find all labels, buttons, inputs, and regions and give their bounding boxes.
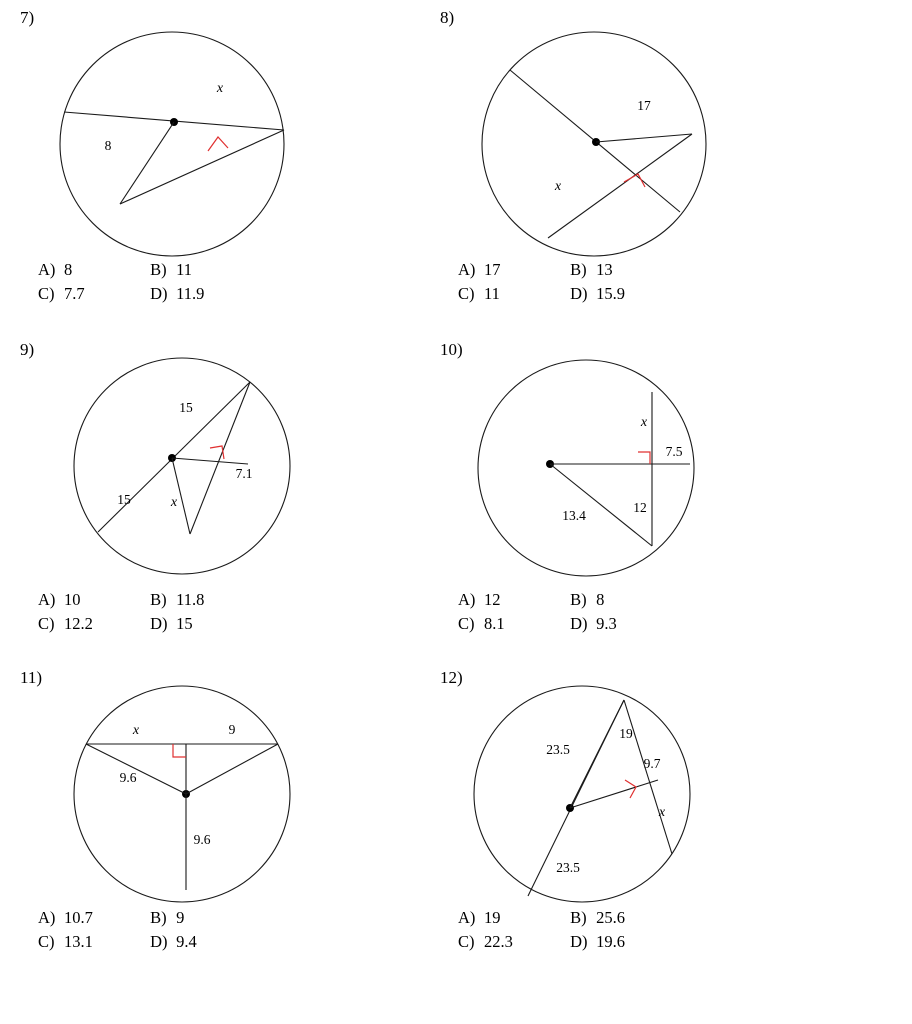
choice-label: A): [458, 260, 476, 279]
choice-b[interactable]: [150, 258, 192, 282]
choice-value: 11: [484, 283, 500, 303]
label-x: x: [170, 495, 178, 510]
choice-value: 9.4: [176, 931, 197, 951]
choice-label: A): [38, 590, 56, 609]
choice-b[interactable]: [150, 906, 184, 930]
problem-number: 7): [20, 8, 35, 27]
choice-value: 9: [176, 908, 185, 927]
choice-row: [458, 282, 625, 306]
choice-value: 13: [596, 260, 613, 279]
problem-number: 8): [440, 8, 455, 27]
label-7-5: 7.5: [665, 444, 683, 459]
right-angle-marker: [638, 452, 650, 464]
label-9-6-upper: 9.6: [119, 770, 137, 785]
choice-b[interactable]: [570, 258, 613, 282]
choice-label: D): [150, 283, 168, 303]
choice-label: D): [150, 931, 168, 951]
choice-row: [38, 906, 197, 930]
choice-value: 10.7: [64, 908, 93, 927]
choice-value: 8.1: [484, 613, 505, 633]
choice-d[interactable]: [150, 612, 193, 636]
label-15-top: 15: [179, 400, 193, 415]
label-8: 8: [104, 138, 112, 153]
choice-value: 19.6: [596, 931, 625, 951]
right-angle-marker: [208, 137, 228, 151]
choice-c[interactable]: [38, 930, 146, 954]
choice-value: 12.2: [64, 613, 93, 633]
choice-label: B): [150, 908, 167, 927]
problem-number: 9): [20, 340, 35, 359]
circle: [74, 358, 290, 574]
choice-value: 22.3: [484, 931, 513, 951]
choice-value: 10: [64, 590, 81, 609]
label-23-5-upper: 23.5: [546, 742, 570, 757]
label-x: x: [132, 723, 140, 738]
choice-label: B): [150, 260, 167, 279]
label-9: 9: [228, 722, 236, 737]
label-15-left: 15: [117, 492, 131, 507]
choice-d[interactable]: [570, 612, 617, 636]
choice-value: 8: [64, 260, 73, 279]
choice-label: B): [150, 590, 167, 609]
choice-label: C): [38, 283, 55, 303]
choice-b[interactable]: [150, 588, 204, 612]
label-12: 12: [633, 500, 647, 515]
choice-a[interactable]: [458, 588, 566, 612]
figure-8: [462, 22, 722, 272]
choice-label: C): [38, 613, 55, 633]
choice-label: D): [570, 931, 588, 951]
choice-d[interactable]: [570, 930, 625, 954]
figure-11: [60, 682, 310, 912]
choice-label: A): [458, 908, 476, 927]
choice-label: C): [458, 283, 475, 303]
problem-number: 11): [20, 668, 43, 687]
choice-value: 15: [176, 613, 193, 633]
choices-7: [38, 258, 204, 306]
choice-c[interactable]: [38, 612, 146, 636]
choice-label: B): [570, 590, 587, 609]
choice-row: [38, 930, 197, 954]
problem-number: 12): [440, 668, 463, 687]
choice-value: 19: [484, 908, 501, 927]
choice-label: C): [38, 931, 55, 951]
choice-label: C): [458, 613, 475, 633]
label-19: 19: [619, 726, 633, 741]
choice-label: A): [38, 260, 56, 279]
label-x: x: [554, 179, 562, 194]
choice-value: 11: [176, 260, 193, 279]
label-x: x: [640, 415, 648, 430]
choice-label: A): [458, 590, 476, 609]
label-x: x: [658, 805, 666, 820]
choice-value: 11.8: [176, 590, 205, 609]
label-13-4: 13.4: [562, 508, 586, 523]
choice-row: [458, 258, 625, 282]
choice-label: D): [150, 613, 168, 633]
radius-right: [186, 744, 278, 794]
choice-value: 8: [596, 590, 605, 609]
choices-9: [38, 588, 204, 636]
circle: [60, 32, 284, 256]
choice-row: [38, 612, 204, 636]
figure-7: [42, 22, 302, 272]
right-angle-marker: [173, 744, 186, 757]
choice-c[interactable]: [458, 930, 566, 954]
choice-d[interactable]: [150, 930, 197, 954]
choice-value: 9.3: [596, 613, 617, 633]
choice-value: 11.9: [176, 283, 205, 303]
choice-value: 15.9: [596, 283, 625, 303]
label-x: x: [216, 81, 224, 96]
choice-c[interactable]: [458, 282, 566, 306]
right-angle-marker: [624, 174, 645, 187]
circle: [474, 686, 690, 902]
choice-row: [38, 282, 204, 306]
chord-right: [624, 700, 672, 854]
choice-row: [458, 588, 617, 612]
label-17: 17: [637, 98, 651, 113]
choice-c[interactable]: [38, 282, 146, 306]
choice-a[interactable]: [458, 906, 566, 930]
choices-10: [458, 588, 617, 636]
choice-value: 17: [484, 260, 501, 279]
choice-d[interactable]: [570, 282, 625, 306]
choice-b[interactable]: [570, 588, 604, 612]
choice-value: 12: [484, 590, 501, 609]
choice-label: C): [458, 931, 475, 951]
choices-12: [458, 906, 625, 954]
radius-left: [86, 744, 186, 794]
circle: [478, 360, 694, 576]
choice-d[interactable]: [150, 282, 204, 306]
choice-value: 25.6: [596, 908, 625, 927]
figure-9: [60, 354, 310, 594]
choice-row: [458, 930, 625, 954]
choice-b[interactable]: [570, 906, 625, 930]
choice-a[interactable]: [38, 906, 146, 930]
choice-c[interactable]: [458, 612, 566, 636]
label-7-1: 7.1: [235, 466, 253, 481]
choice-value: 7.7: [64, 283, 85, 303]
choice-label: D): [570, 283, 588, 303]
chord-lower: [548, 134, 692, 238]
choice-label: B): [570, 260, 587, 279]
choice-label: D): [570, 613, 588, 633]
choice-a[interactable]: [38, 588, 146, 612]
choice-label: B): [570, 908, 587, 927]
choice-a[interactable]: [38, 258, 146, 282]
choice-a[interactable]: [458, 258, 566, 282]
label-23-5-lower: 23.5: [556, 860, 580, 875]
choice-row: [38, 588, 204, 612]
figure-10: [462, 354, 712, 594]
label-9-6-lower: 9.6: [193, 832, 211, 847]
choices-11: [38, 906, 197, 954]
radius-upper: [570, 700, 624, 808]
figure-12: [462, 682, 712, 912]
choices-8: [458, 258, 625, 306]
label-9-7: 9.7: [643, 756, 661, 771]
perpendicular-segment: [172, 458, 248, 464]
choice-row: [458, 906, 625, 930]
choice-value: 13.1: [64, 931, 93, 951]
choice-label: A): [38, 908, 56, 927]
choice-row: [38, 258, 204, 282]
chord-side: [190, 382, 250, 534]
radius-segment: [596, 134, 692, 142]
choice-row: [458, 612, 617, 636]
problem-number: 10): [440, 340, 463, 359]
